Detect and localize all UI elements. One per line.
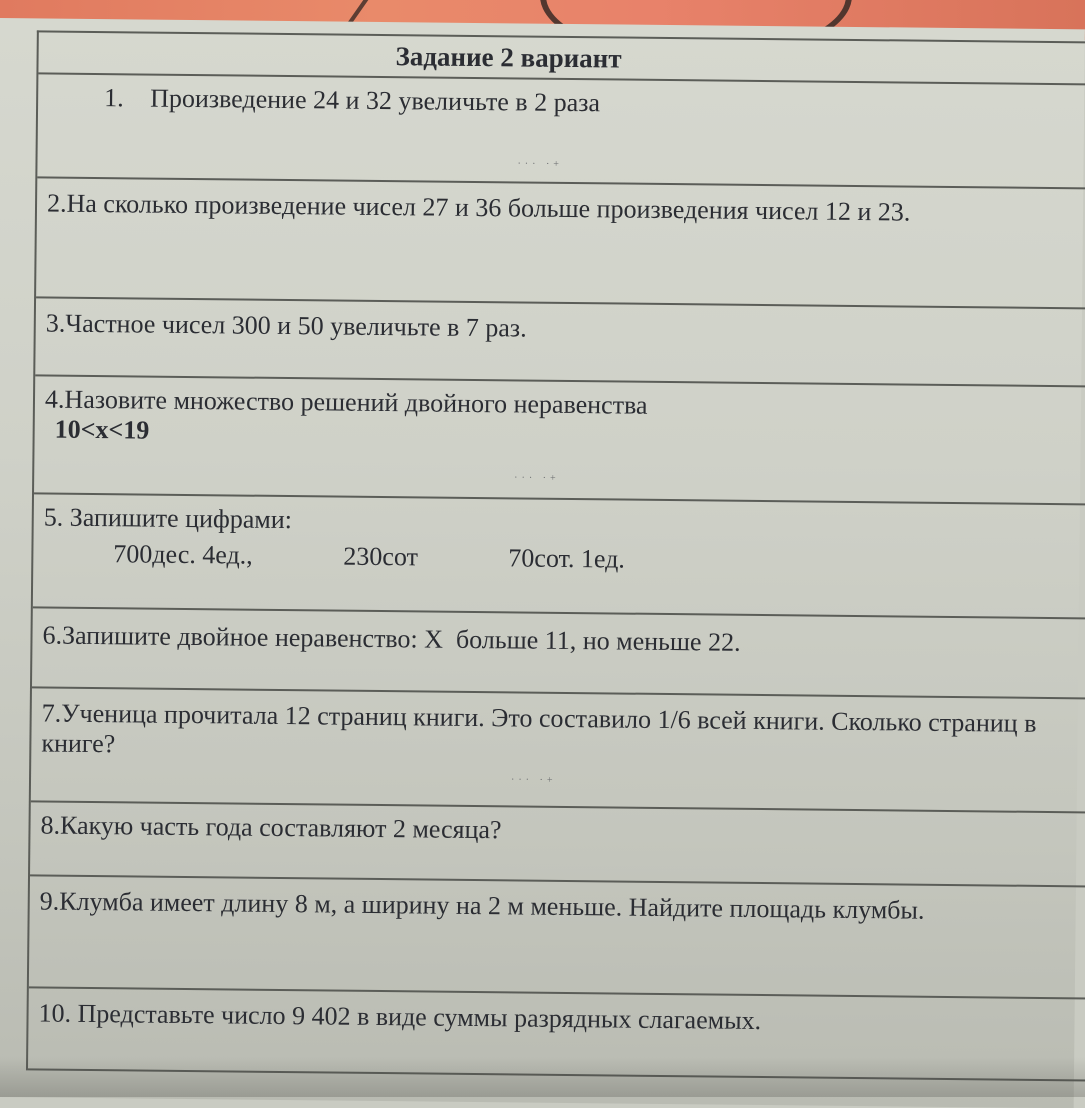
task-4-text: 4.Назовите множество решений двойного неравенства	[44, 384, 648, 420]
task-5-text: 5. Запишите цифрами:	[43, 502, 293, 535]
scan-speck: ··· ·+	[514, 472, 560, 484]
task-6-text: 6.Запишите двойное неравенство: X больше 11, но меньше 22.	[42, 620, 741, 657]
photo-shadow	[0, 1057, 1085, 1097]
worksheet-title: Задание 2 вариант	[38, 32, 1085, 85]
task-5-item: 70сот. 1ед.	[508, 543, 626, 574]
task-row-2	[36, 178, 1085, 309]
task-1-number: 1.	[104, 83, 124, 113]
task-row-6	[32, 608, 1085, 699]
task-10-text: 10. Представьте число 9 402 в виде суммы разрядных слагаемых.	[38, 998, 762, 1036]
task-8-text: 8.Какую часть года составляют 2 месяца?	[40, 810, 502, 845]
task-2-text: 2.На сколько произведение чисел 27 и 36 больше произведения чисел 12 и 23.	[46, 188, 911, 227]
task-7-text: 7.Ученица прочитала 12 страниц книги. Это составило 1/6 всей книги. Сколько страниц в книге?	[41, 698, 1037, 759]
task-4-inequality: 10<x<19	[54, 414, 150, 445]
scan-speck: ··· ·+	[510, 774, 557, 786]
task-3-text: 3.Частное чисел 300 и 50 увеличьте в 7 раз.	[45, 308, 527, 343]
task-row-7	[31, 688, 1085, 813]
task-row-8	[30, 802, 1085, 887]
task-row-3	[35, 298, 1085, 387]
task-5-item: 700дес. 4ед.,	[113, 539, 253, 570]
task-1-text: Произведение 24 и 32 увеличьте в 2 раза	[150, 83, 601, 118]
task-table	[26, 30, 1085, 1081]
task-row-5	[33, 494, 1085, 619]
task-row-1	[37, 74, 1085, 189]
task-9-text: 9.Клумба имеет длину 8 м, а ширину на 2 м меньше. Найдите площадь клумбы.	[39, 886, 925, 925]
task-row-4	[34, 376, 1085, 505]
scan-speck: ··· ·+	[517, 158, 564, 170]
task-row-9	[29, 876, 1085, 999]
worksheet-paper	[0, 18, 1085, 1108]
task-5-item: 230сот	[343, 541, 419, 572]
task-5-items	[43, 538, 1085, 579]
